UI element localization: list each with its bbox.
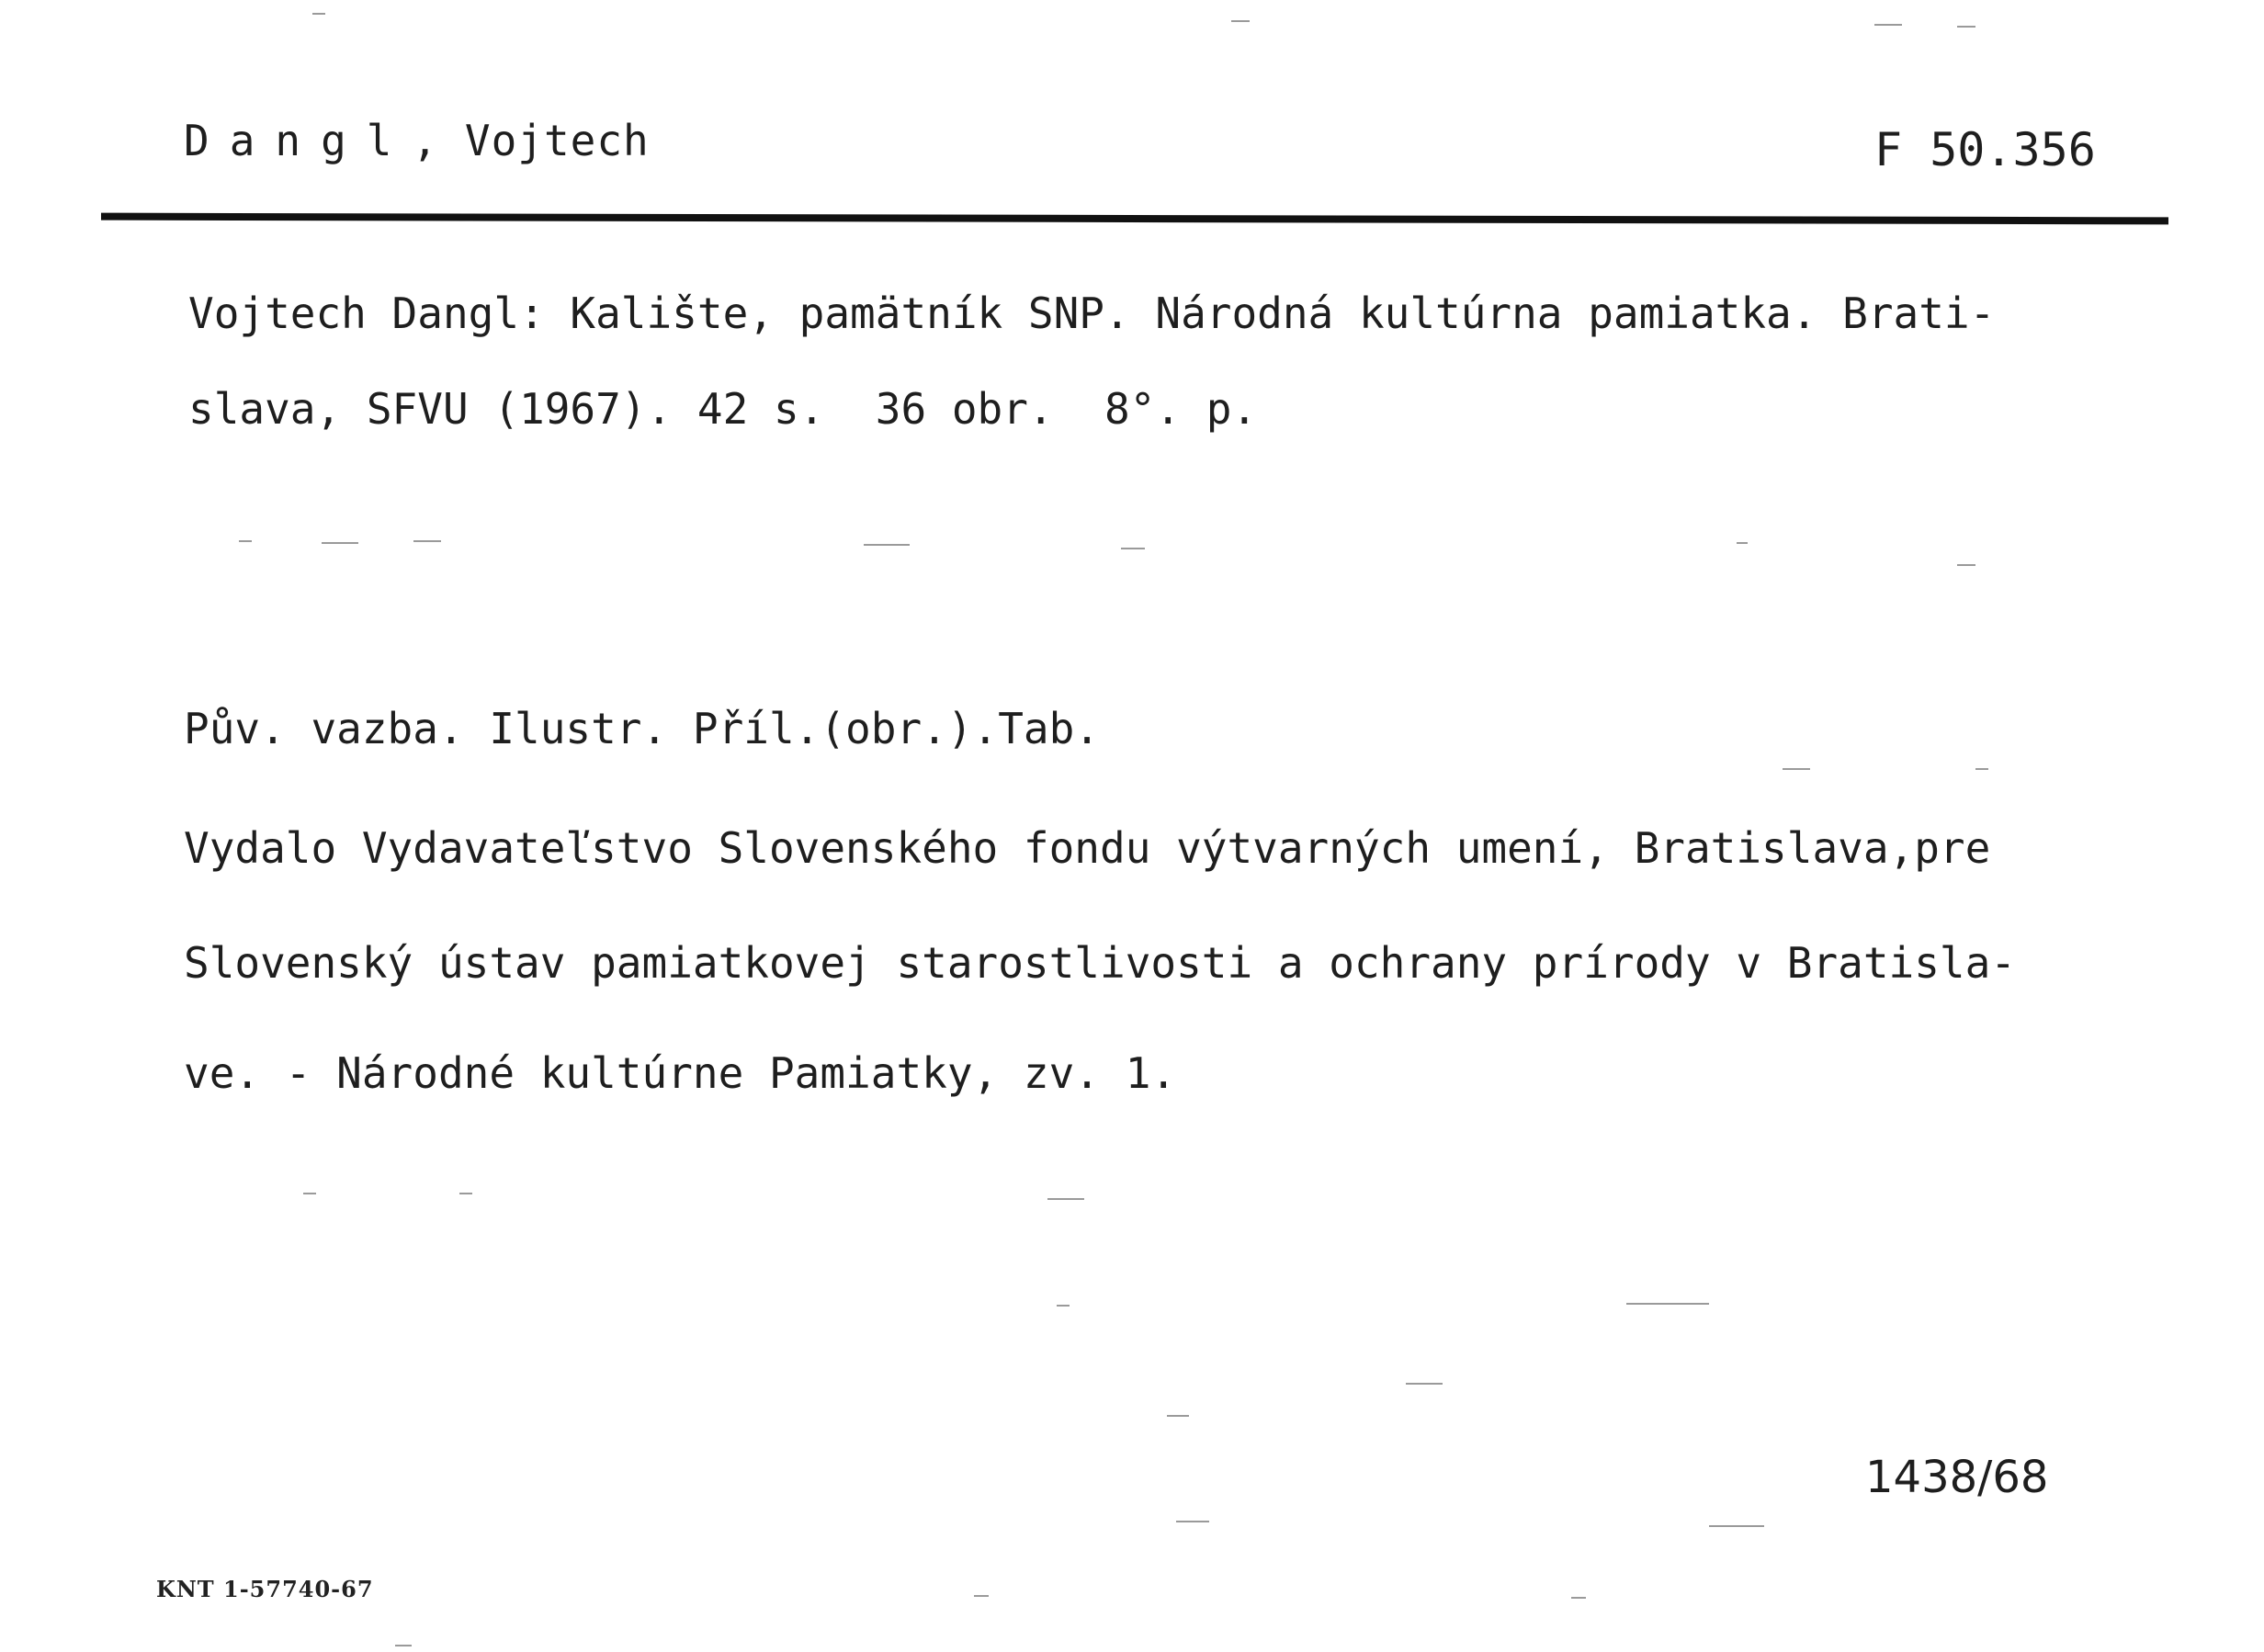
scan-speck <box>1406 1383 1443 1385</box>
author-surname: Dangl <box>184 116 413 165</box>
scan-speck <box>1874 24 1902 26</box>
note-line-2: Vydalo Vydavateľstvo Slovenského fondu výtvarných umení, Bratislava,pre <box>184 823 1991 873</box>
scan-speck <box>1783 768 1810 770</box>
scan-speck <box>395 1645 412 1646</box>
scan-speck <box>1957 564 1975 566</box>
scan-speck <box>1626 1303 1709 1305</box>
scan-speck <box>312 13 325 15</box>
scan-speck <box>239 540 252 542</box>
scan-speck <box>1737 542 1748 544</box>
description-line-2: slava, SFVU (1967). 42 s. 36 obr. 8°. p. <box>188 384 1258 434</box>
accession-number: 1438/68 <box>1865 1452 2049 1503</box>
scan-speck <box>974 1595 989 1597</box>
scan-speck <box>1121 548 1145 549</box>
shelf-mark: F 50.356 <box>1874 123 2096 176</box>
scan-speck <box>864 544 910 546</box>
author-heading <box>184 116 650 165</box>
note-line-1: Pův. vazba. Ilustr. Příl.(obr.).Tab. <box>184 704 1100 753</box>
scan-speck <box>1957 26 1975 28</box>
scan-speck <box>413 540 441 542</box>
header-divider <box>101 213 2168 225</box>
description-line-1: Vojtech Dangl: Kalište, pamätník SNP. Národná kultúrna pamiatka. Brati- <box>188 289 1996 338</box>
scan-speck <box>459 1193 472 1194</box>
scan-speck <box>1975 768 1988 770</box>
note-line-4: ve. - Národné kultúrne Pamiatky, zv. 1. <box>184 1048 1177 1098</box>
printer-mark: KNT 1-57740-67 <box>156 1576 374 1602</box>
scan-speck <box>303 1193 316 1194</box>
scan-speck <box>1057 1305 1070 1307</box>
scan-speck <box>1571 1597 1586 1599</box>
author-given-name: , Vojtech <box>412 116 650 165</box>
scan-speck <box>322 542 358 544</box>
scan-speck <box>1231 20 1250 22</box>
scan-speck <box>1047 1198 1084 1200</box>
scan-speck <box>1709 1525 1764 1527</box>
note-line-3: Slovenský ústav pamiatkovej starostlivosti a ochrany prírody v Bratisla- <box>184 938 2016 988</box>
scan-speck <box>1167 1415 1189 1417</box>
scan-speck <box>1176 1521 1209 1522</box>
